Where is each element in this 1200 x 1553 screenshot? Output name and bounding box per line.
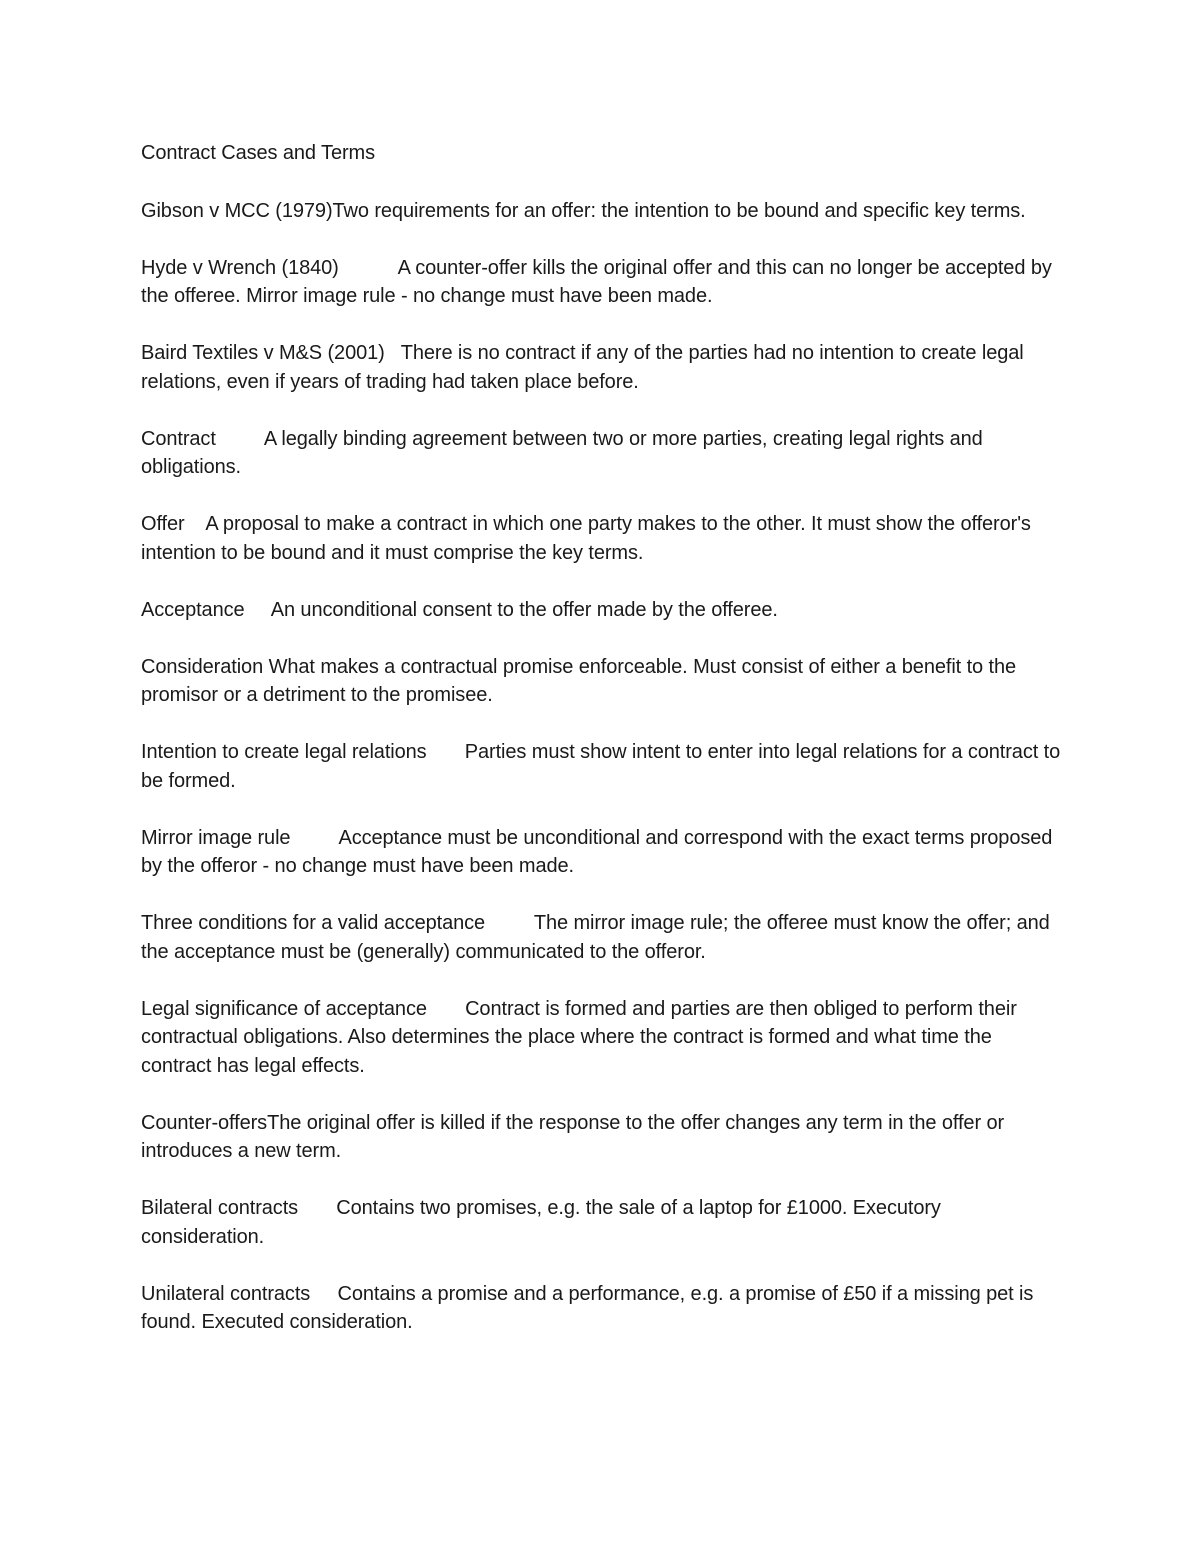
entry-13 [141,1194,1061,1251]
entry-definition: Contract is formed and parties are then obliged to perform their contractual obligations. Also determines the place where the contract is formed and what time the contract has legal effects. [141,997,1017,1077]
entry-6 [141,596,1061,625]
entry-term: Baird Textiles v M&S (2001) [141,342,385,364]
entry-2 [141,254,1061,311]
entry-definition: An unconditional consent to the offer made by the offeree. [270,598,778,621]
entry-term: Unilateral contracts [141,1282,311,1305]
entry-11 [141,995,1061,1081]
entry-term: Gibson v MCC (1979) [141,199,333,222]
entry-gap [385,342,401,364]
entry-14 [141,1280,1061,1337]
entry-definition: A proposal to make a contract in which one party makes to the other. It must show the offeror's intention to be bound and it must comprise the key terms. [141,513,1031,564]
entry-term: Mirror image rule [141,826,291,849]
entry-term: Three conditions for a valid acceptance [141,912,486,934]
entry-1 [141,197,1061,226]
entry-gap [310,1283,337,1305]
entry-10 [141,909,1061,966]
entry-gap [185,513,206,535]
entry-definition: Acceptance must be unconditional and correspond with the exact terms proposed by the offeror - no change must have been made. [141,826,1053,877]
entry-gap [298,1197,336,1219]
entry-definition: A counter-offer kills the original offer and this can no longer be accepted by the offeree. Mirror image rule - no change must have been made. [141,256,1052,307]
entry-term: Intention to create legal relations [141,741,427,763]
entry-definition: Contains a promise and a performance, e.g. a promise of £50 if a missing pet is found. Executed consideration. [141,1282,1034,1333]
entry-term: Offer [141,513,185,535]
entry-term: Bilateral contracts [141,1197,299,1219]
entry-gap [427,998,465,1020]
entry-term: Hyde v Wrench (1840) [141,256,339,279]
entry-gap [427,741,465,763]
entry-5 [141,510,1061,567]
document-content [141,139,1061,1365]
entry-12 [141,1109,1061,1166]
entry-gap [245,599,271,621]
entry-gap [485,912,534,934]
entry-3 [141,339,1061,396]
entry-definition: A legally binding agreement between two or more parties, creating legal rights and obligations. [141,427,983,478]
entry-term: Legal significance of acceptance [141,997,427,1020]
entry-term: Acceptance [141,598,245,621]
entries-list [141,197,1061,1337]
entry-gap [339,257,398,279]
entry-term: Counter-offers [141,1111,268,1134]
entry-definition: There is no contract if any of the parties had no intention to create legal relations, even if years of trading had taken place before. [141,342,1024,393]
entry-definition: Two requirements for an offer: the intention to be bound and specific key terms. [332,199,1026,222]
document-title: Contract Cases and Terms [141,142,375,164]
entry-8 [141,738,1061,795]
entry-definition: Contains two promises, e.g. the sale of a laptop for £1000. Executory consideration. [141,1197,941,1248]
entry-gap [216,428,264,450]
entry-definition: The original offer is killed if the response to the offer changes any term in the offer or introduces a new term. [141,1111,1005,1162]
entry-4 [141,425,1061,482]
entry-gap [290,827,338,849]
entry-term: Consideration [141,655,264,678]
entry-definition: The mirror image rule; the offeree must know the offer; and the acceptance must be (generally) communicated to the offeror. [141,912,1050,963]
entry-definition: What makes a contractual promise enforceable. Must consist of either a benefit to the promisor or a detriment to the promisee. [141,655,1017,706]
entry-term: Contract [141,427,216,450]
entry-9 [141,824,1061,881]
entry-7 [141,653,1061,710]
entry-definition: Parties must show intent to enter into legal relations for a contract to be formed. [141,741,1061,792]
